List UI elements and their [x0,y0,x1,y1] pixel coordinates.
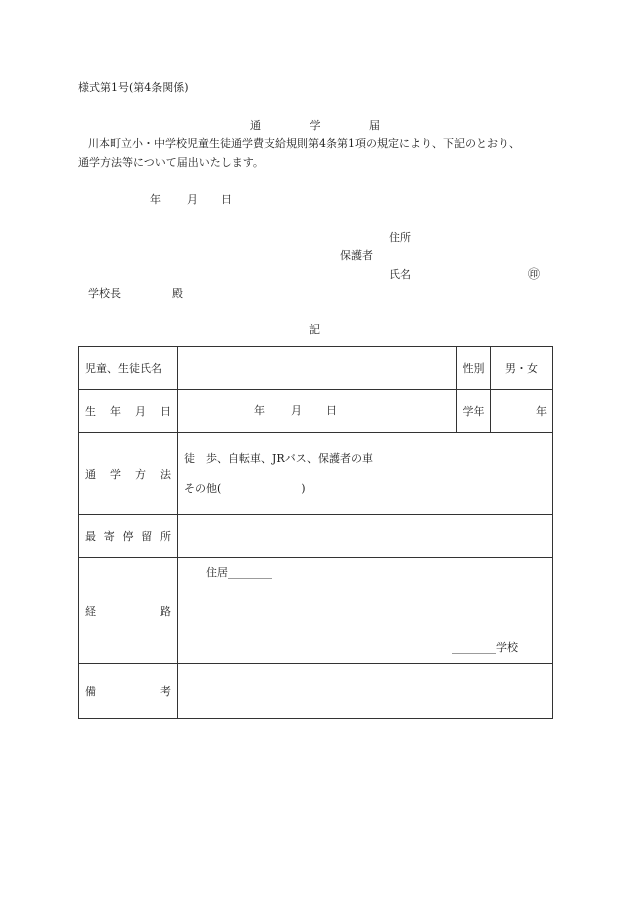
grade-field[interactable]: 年 [491,390,553,433]
date-day-label: 日 [221,193,232,206]
date-year-label: 年 [150,193,161,206]
row-route [79,558,553,664]
title-char: 通 [250,119,261,132]
intro-text-line2: 通学方法等について届出いたします。 [78,156,264,169]
guardian-label: 保護者 [340,249,373,262]
route-school: ________学校 [452,641,518,654]
route-label: 経 路 [79,558,178,664]
row-date-of-birth [79,390,553,433]
nearest-stop-field[interactable] [178,515,553,558]
grade-label: 学年 [457,390,491,433]
commute-method-options: 徒 歩、自転車、JRバス、保護者の車 [184,451,374,465]
dob-day-unit: 日 [326,404,337,417]
application-table [78,346,553,719]
sex-label: 性別 [457,347,491,390]
ki-heading: 記 [309,323,320,336]
dob-month-unit: 月 [291,404,302,417]
dob-year-unit: 年 [254,404,265,417]
row-notes [79,664,553,719]
address-label: 住所 [389,231,411,244]
notes-field[interactable] [178,664,553,719]
route-home: 住居________ [206,566,272,579]
principal-label: 学校長 [88,287,121,300]
student-name-field[interactable] [178,347,457,390]
form-number: 様式第1号(第4条関係) [78,81,189,94]
row-commute-method [79,433,553,515]
row-nearest-stop [79,515,553,558]
name-label: 氏名 [389,268,411,281]
document-title [250,119,380,133]
title-char: 届 [369,119,380,132]
dob-field[interactable] [178,390,457,433]
student-name-label: 児童、生徒氏名 [79,347,178,390]
intro-text-line1: 川本町立小・中学校児童生徒通学費支給規則第4条第1項の規定により、下記のとおり、 [88,137,520,150]
title-char: 学 [309,119,321,132]
sex-options[interactable]: 男・女 [491,347,553,390]
row-student-name [79,347,553,390]
honorific-label: 殿 [172,287,183,300]
commute-method-other: その他( ) [184,481,306,495]
commute-method-field[interactable] [178,433,553,515]
commute-method-label: 通 学 方 法 [79,433,178,515]
nearest-stop-label: 最 寄 停 留 所 [79,515,178,558]
date-month-label: 月 [187,193,198,206]
dob-label: 生 年 月 日 [79,390,178,433]
seal-icon: ㊞ [528,267,541,281]
notes-label: 備 考 [79,664,178,719]
route-field[interactable] [178,558,553,664]
